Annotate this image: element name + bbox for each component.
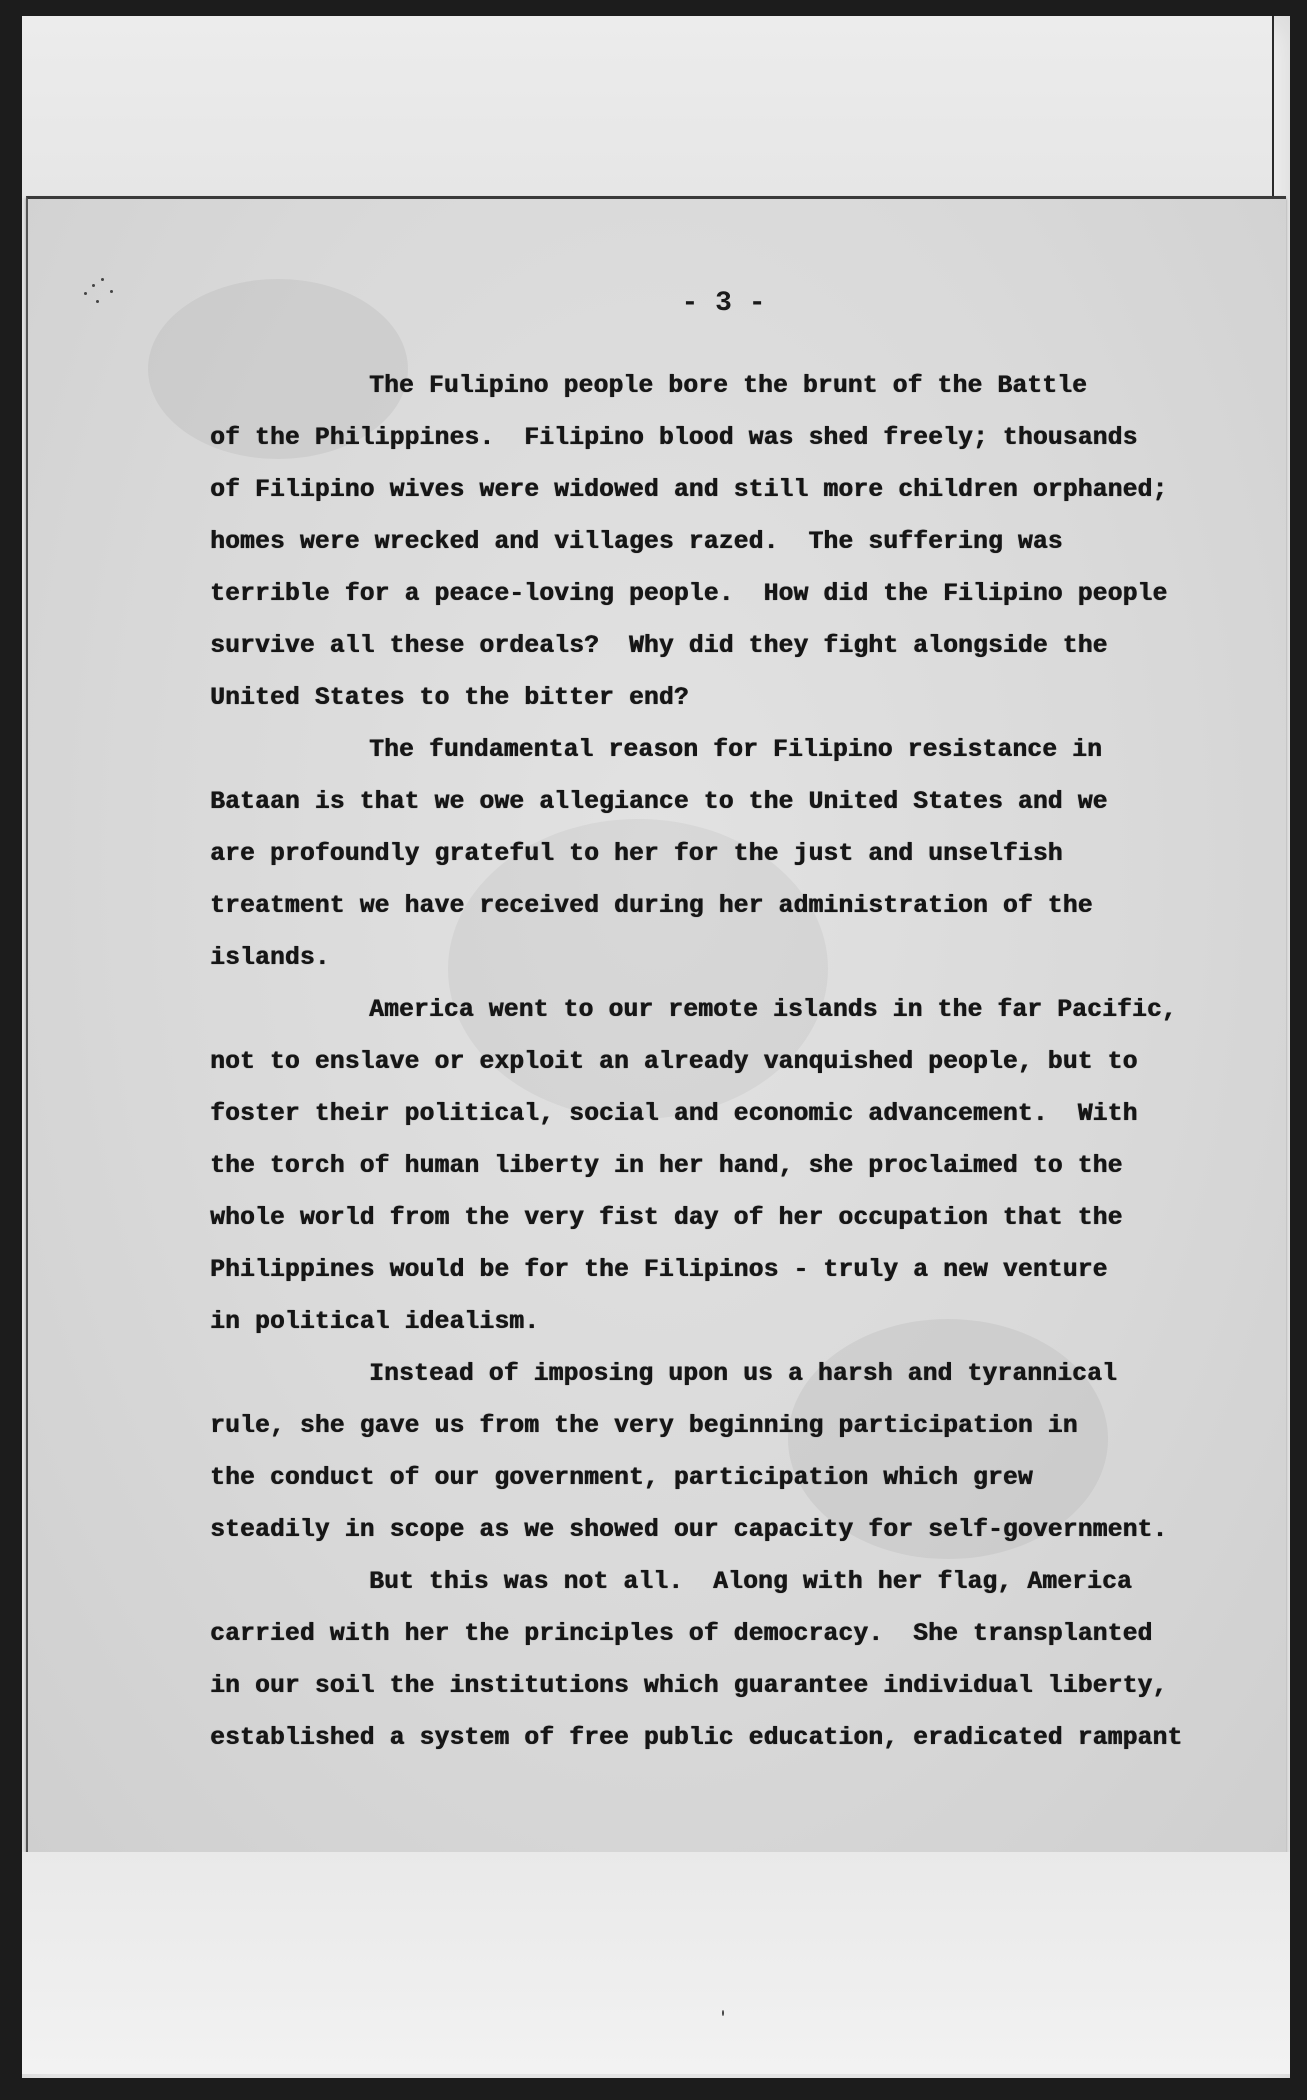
text-line: foster their political, social and economic advancement. With xyxy=(210,1101,1138,1128)
text-line: homes were wrecked and villages razed. The suffering was xyxy=(210,529,1063,556)
text-line: whole world from the very fist day of her occupation that the xyxy=(210,1205,1123,1232)
text-line: Bataan is that we owe allegiance to the United States and we xyxy=(210,789,1108,816)
text-line: steadily in scope as we showed our capacity for self-government. xyxy=(210,1517,1168,1544)
text-line: in our soil the institutions which guarantee individual liberty, xyxy=(210,1673,1168,1700)
text-line: islands. xyxy=(210,945,330,972)
text-line: the conduct of our government, participation which grew xyxy=(210,1465,1033,1492)
text-line: in political idealism. xyxy=(210,1309,540,1336)
text-line: of the Philippines. Filipino blood was shed freely; thousands xyxy=(210,425,1138,452)
text-line: The Fulipino people bore the brunt of the Battle xyxy=(369,373,1088,400)
text-line: America went to our remote islands in the far Pacific, xyxy=(369,997,1177,1024)
underlying-sheet-bottom xyxy=(22,1852,1290,2074)
ink-speck xyxy=(722,2010,724,2016)
text-line: United States to the bitter end? xyxy=(210,685,689,712)
text-line: the torch of human liberty in her hand, she proclaimed to the xyxy=(210,1153,1123,1180)
text-line: Instead of imposing upon us a harsh and tyrannical xyxy=(369,1361,1117,1388)
text-line: Philippines would be for the Filipinos - truly a new venture xyxy=(210,1257,1108,1284)
text-line: of Filipino wives were widowed and still more children orphaned; xyxy=(210,477,1168,504)
page-number: - 3 - xyxy=(681,288,766,319)
underlying-sheet-top xyxy=(22,16,1274,198)
text-line: treatment we have received during her administration of the xyxy=(210,893,1093,920)
ink-speck xyxy=(101,278,104,281)
text-line: carried with her the principles of democracy. She transplanted xyxy=(210,1621,1153,1648)
ink-speck xyxy=(92,284,95,287)
text-line: The fundamental reason for Filipino resistance in xyxy=(369,737,1102,764)
text-line: are profoundly grateful to her for the just and unselfish xyxy=(210,841,1063,868)
text-line: established a system of free public education, eradicated rampant xyxy=(210,1725,1183,1752)
text-line: rule, she gave us from the very beginning participation in xyxy=(210,1413,1078,1440)
text-line: survive all these ordeals? Why did they fight alongside the xyxy=(210,633,1108,660)
text-line: But this was not all. Along with her flag, America xyxy=(369,1569,1132,1596)
text-line: terrible for a peace-loving people. How did the Filipino people xyxy=(210,581,1168,608)
text-line: not to enslave or exploit an already vanquished people, but to xyxy=(210,1049,1138,1076)
